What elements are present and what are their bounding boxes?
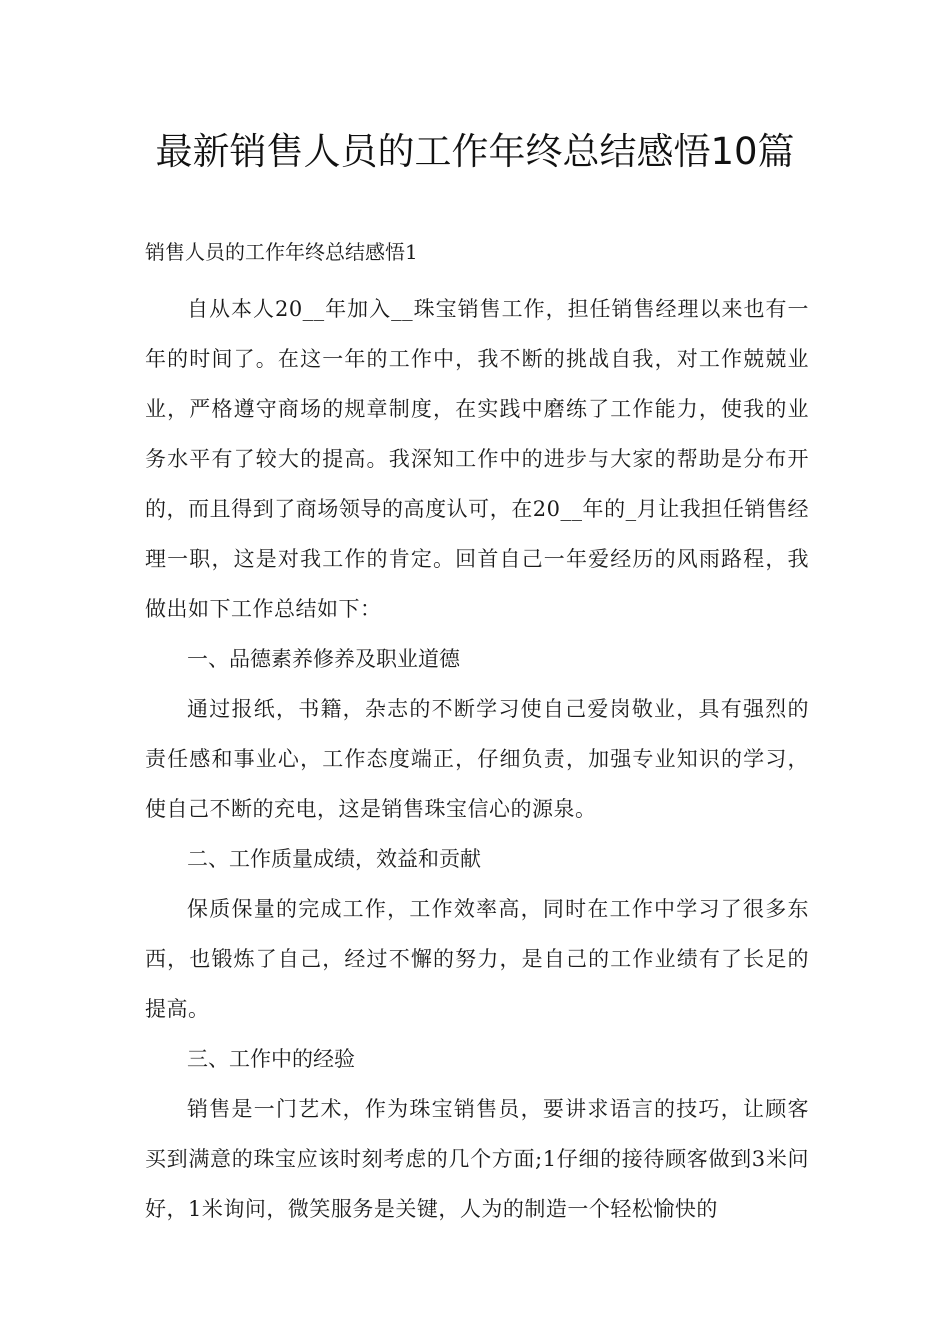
paragraph-1: 通过报纸，书籍，杂志的不断学习使自己爱岗敬业，具有强烈的责任感和事业心，工作态度端正，仔细负责，加强专业知识的学习，使自己不断的充电，这是销售珠宝信心的源泉。 xyxy=(145,697,809,821)
paragraph-3: 销售是一门艺术，作为珠宝销售员，要讲求语言的技巧，让顾客买到满意的珠宝应该时刻考虑的几个方面;1仔细的接待顾客做到3米问好，1米询问，微笑服务是关键，人为的制造一个轻松愉快的 xyxy=(145,1097,809,1221)
section-heading-1: 一、品德素养修养及职业道德 xyxy=(187,647,460,671)
document-title: 最新销售人员的工作年终总结感悟10篇 xyxy=(155,130,795,173)
paragraph-intro: 自从本人20__年加入__珠宝销售工作，担任销售经理以来也有一年的时间了。在这一年的工作中，我不断的挑战自我，对工作兢兢业业，严格遵守商场的规章制度，在实践中磨练了工作能力，使我的业务水平有了较大的提高。我深知工作中的进步与大家的帮助是分布开的，而且得到了商场领导的高度认可，在20__年的_月让我担任销售经理一职，这是对我工作的肯定。回首自己一年爱经历的风雨路程，我做出如下工作总结如下： xyxy=(145,297,809,621)
paragraph-2: 保质保量的完成工作，工作效率高，同时在工作中学习了很多东西，也锻炼了自己，经过不懈的努力，是自己的工作业绩有了长足的提高。 xyxy=(145,897,809,1021)
section-heading-2: 二、工作质量成绩，效益和贡献 xyxy=(187,847,481,871)
section-heading-3: 三、工作中的经验 xyxy=(187,1047,355,1071)
section-subtitle: 销售人员的工作年终总结感悟1 xyxy=(145,240,418,264)
document-body xyxy=(145,284,809,1234)
